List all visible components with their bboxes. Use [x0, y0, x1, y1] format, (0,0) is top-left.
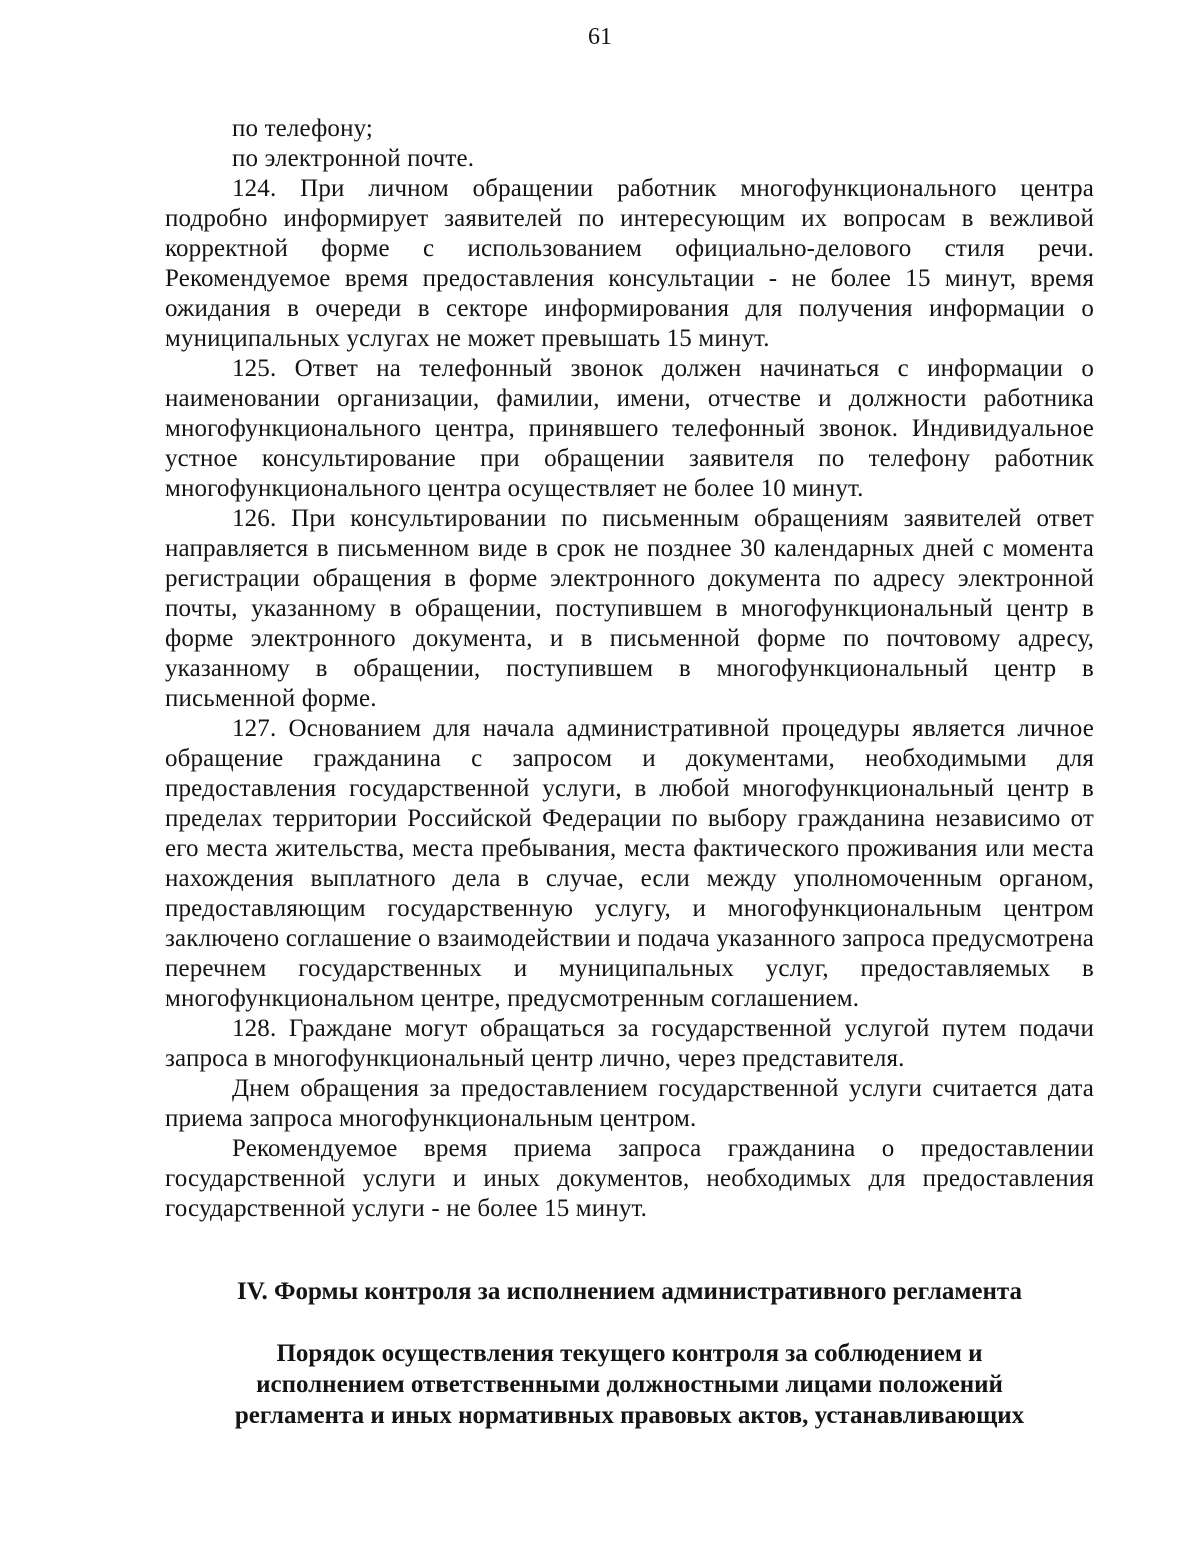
page-number: 61 [588, 24, 612, 50]
subsection-title-line: регламента и иных нормативных правовых актов, устанавливающих [234, 1402, 1025, 1429]
paragraph-appeal-date: Днем обращения за предоставлением государственной услуги считается дата приема запроса многофункциональным центром. [165, 1075, 1094, 1132]
subsection-title-line: исполнением ответственными должностными лицами положений [256, 1371, 1003, 1398]
section-title: IV. Формы контроля за исполнением административного регламента [237, 1278, 1022, 1305]
paragraph-recommended-time: Рекомендуемое время приема запроса гражданина о предоставлении государственной услуги и иных документов, необходимых для предоставления государственной услуги - не более 15 минут. [165, 1135, 1094, 1222]
paragraph-127: 127. Основанием для начала административной процедуры является личное обращение гражданина с запросом и документами, необходимыми для предоставления государственной услуги, в любой многофункциональный центр в пределах территории Российской Федерации по выбору гражданина независимо от его места жительства, места пребывания, места фактического проживания или места нахождения выплатного дела в случае, если между уполномоченным органом, предоставляющим государственную услугу, и многофункциональным центром заключено соглашение о взаимодействии и подача указанного запроса предусмотрена перечнем государственных и муниципальных услуг, предоставляемых в многофункциональном центре, предусмотренным соглашением. [165, 715, 1094, 1012]
subsection-title [165, 1338, 1094, 1431]
paragraph-126: 126. При консультировании по письменным обращениям заявителей ответ направляется в письменном виде в срок не позднее 30 календарных дней с момента регистрации обращения в форме электронного документа по адресу электронной почты, указанному в обращении, поступившем в многофункциональный центр в форме электронного документа, и в письменной форме по почтовому адресу, указанному в обращении, поступившем в многофункциональный центр в письменной форме. [165, 505, 1094, 712]
paragraph-128: 128. Граждане могут обращаться за государственной услугой путем подачи запроса в многофункциональный центр лично, через представителя. [165, 1015, 1094, 1072]
paragraph-124: 124. При личном обращении работник многофункционального центра подробно информирует заявителей по интересующим их вопросам в вежливой корректной форме с использованием официально-делового стиля речи. Рекомендуемое время предоставления консультации - не более 15 минут, время ожидания в очереди в секторе информирования для получения информации о муниципальных услугах не может превышать 15 минут. [165, 175, 1094, 352]
paragraph-phone: по телефону; [232, 115, 374, 142]
paragraph-125: 125. Ответ на телефонный звонок должен начинаться с информации о наименовании организации, фамилии, имени, отчестве и должности работника многофункционального центра, принявшего телефонный звонок. Индивидуальное устное консультирование при обращении заявителя по телефону работник многофункционального центра осуществляет не более 10 минут. [165, 355, 1094, 502]
document-body [165, 114, 1094, 1224]
subsection-title-line: Порядок осуществления текущего контроля за соблюдением и [276, 1340, 983, 1367]
paragraph-email: по электронной почте. [232, 145, 475, 172]
